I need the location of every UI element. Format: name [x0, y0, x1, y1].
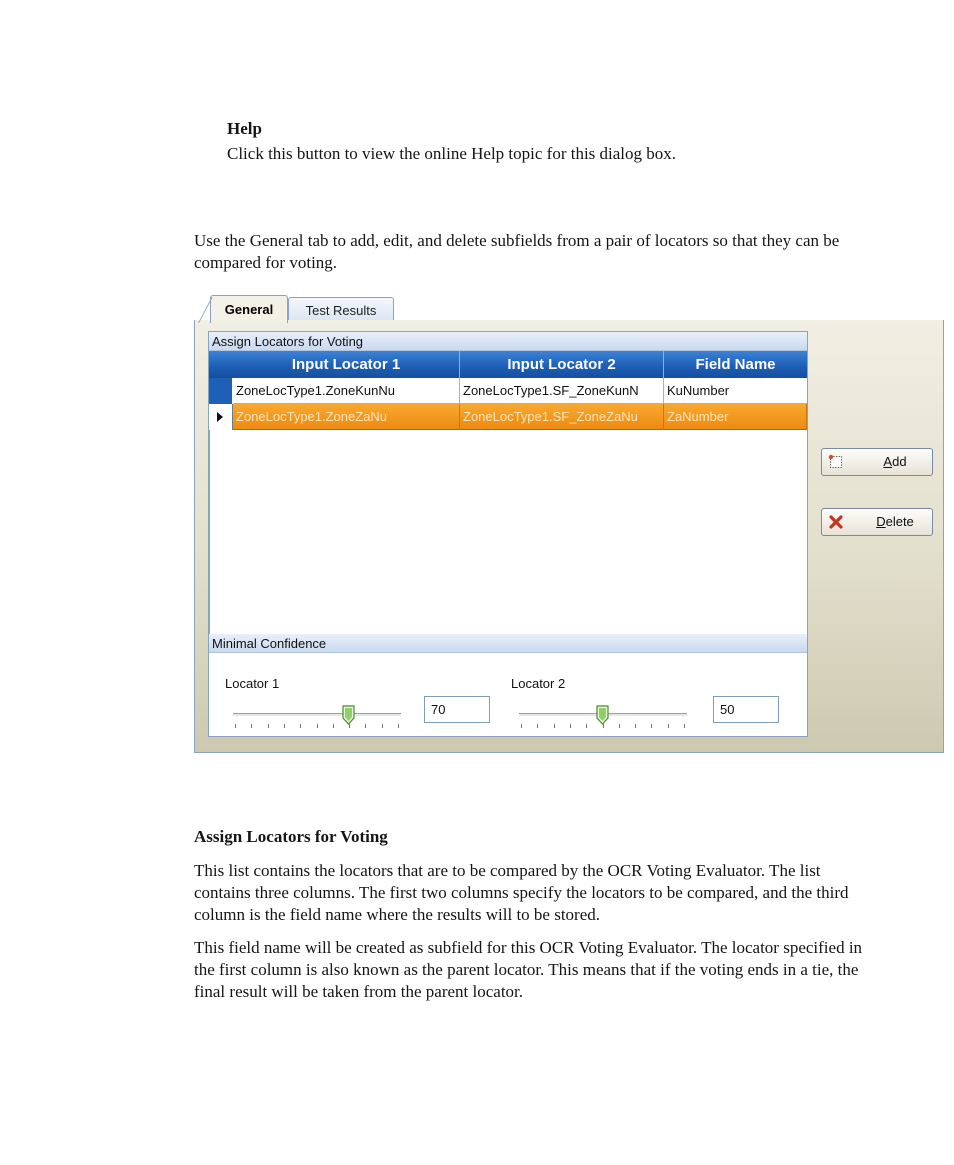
help-description: Click this button to view the online Help topic for this dialog box.: [227, 144, 677, 163]
assign-locators-group-header: Assign Locators for Voting: [209, 332, 807, 351]
minimal-confidence-group-header: Minimal Confidence: [209, 634, 807, 653]
locator-1-slider-thumb[interactable]: [342, 705, 355, 725]
slider-tick: [537, 724, 538, 728]
cell-input-locator-2[interactable]: ZoneLocType1.SF_ZoneKunN: [460, 378, 664, 404]
locator-2-confidence-input[interactable]: 50: [713, 696, 779, 723]
voting-evaluator-dialog: [194, 293, 944, 753]
slider-tick: [398, 724, 399, 728]
row-selector[interactable]: [209, 378, 233, 404]
add-button[interactable]: [821, 448, 933, 476]
slider-tick: [619, 724, 620, 728]
table-row-selected[interactable]: [209, 404, 807, 430]
slider-tick: [382, 724, 383, 728]
slider-tick: [668, 724, 669, 728]
delete-label: elete: [885, 514, 914, 529]
section-paragraph-1: This list contains the locators that are to be compared by the OCR Voting Evaluator. The list contains three columns. The first two columns specify the locators to be compared, and the third column is the field name where the results will to be stored.: [194, 861, 849, 924]
delete-button[interactable]: [821, 508, 933, 536]
slider-tick: [521, 724, 522, 728]
locator-1-slider-ticks: [235, 724, 399, 729]
slider-tick: [570, 724, 571, 728]
cell-field-name[interactable]: KuNumber: [667, 383, 730, 398]
tab-strip: [194, 293, 944, 321]
slider-tick: [268, 724, 269, 728]
new-item-icon: [828, 454, 844, 470]
slider-tick: [235, 724, 236, 728]
section-heading: Assign Locators for Voting: [194, 827, 388, 846]
cell-input-locator-1[interactable]: ZoneLocType1.ZoneKunNu: [233, 378, 460, 404]
slider-tick: [317, 724, 318, 728]
add-label: dd: [892, 454, 907, 469]
section-paragraph-2: This field name will be created as subfield for this OCR Voting Evaluator. The locator specified in the first column is also known as the parent locator. This means that if the voting ends in a tie, the final result will be taken from the parent locator.: [194, 938, 863, 1001]
general-tab-panel: [194, 320, 944, 753]
slider-tick: [635, 724, 636, 728]
locator-1-confidence-input[interactable]: 70: [424, 696, 490, 723]
slider-tick: [333, 724, 334, 728]
delete-x-icon: [828, 514, 844, 530]
slider-tick: [586, 724, 587, 728]
locator-grid: [208, 331, 808, 737]
column-header-input-locator-1[interactable]: Input Locator 1: [233, 351, 460, 378]
locator-1-label: Locator 1: [225, 676, 280, 691]
cell-input-locator-2[interactable]: ZoneLocType1.SF_ZoneZaNu: [460, 404, 664, 430]
slider-tick: [554, 724, 555, 728]
table-row[interactable]: [209, 378, 807, 404]
grid-divider: [209, 430, 210, 634]
current-row-arrow-icon: [217, 412, 223, 422]
cell-field-name[interactable]: ZaNumber: [664, 404, 807, 430]
slider-tick: [651, 724, 652, 728]
tab-test-results[interactable]: Test Results: [288, 297, 394, 322]
help-heading: Help: [227, 119, 262, 138]
slider-tick: [365, 724, 366, 728]
locator-2-label: Locator 2: [511, 676, 566, 691]
slider-tick: [684, 724, 685, 728]
delete-mnemonic: D: [876, 514, 886, 529]
slider-tick: [300, 724, 301, 728]
locator-1-slider-track[interactable]: [233, 713, 401, 717]
locator-2-slider-thumb[interactable]: [596, 705, 609, 725]
column-header-field-name[interactable]: Field Name: [695, 356, 776, 373]
column-header-input-locator-2[interactable]: Input Locator 2: [460, 351, 664, 378]
cell-input-locator-1[interactable]: ZoneLocType1.ZoneZaNu: [233, 404, 460, 430]
tab-general[interactable]: General: [210, 295, 288, 323]
slider-tick: [284, 724, 285, 728]
slider-tick: [251, 724, 252, 728]
grid-column-headers: [209, 351, 807, 378]
add-mnemonic: A: [883, 454, 893, 469]
row-selector[interactable]: [209, 404, 233, 430]
intro-paragraph: Use the General tab to add, edit, and delete subfields from a pair of locators so that they can be compared for voting.: [194, 231, 840, 272]
